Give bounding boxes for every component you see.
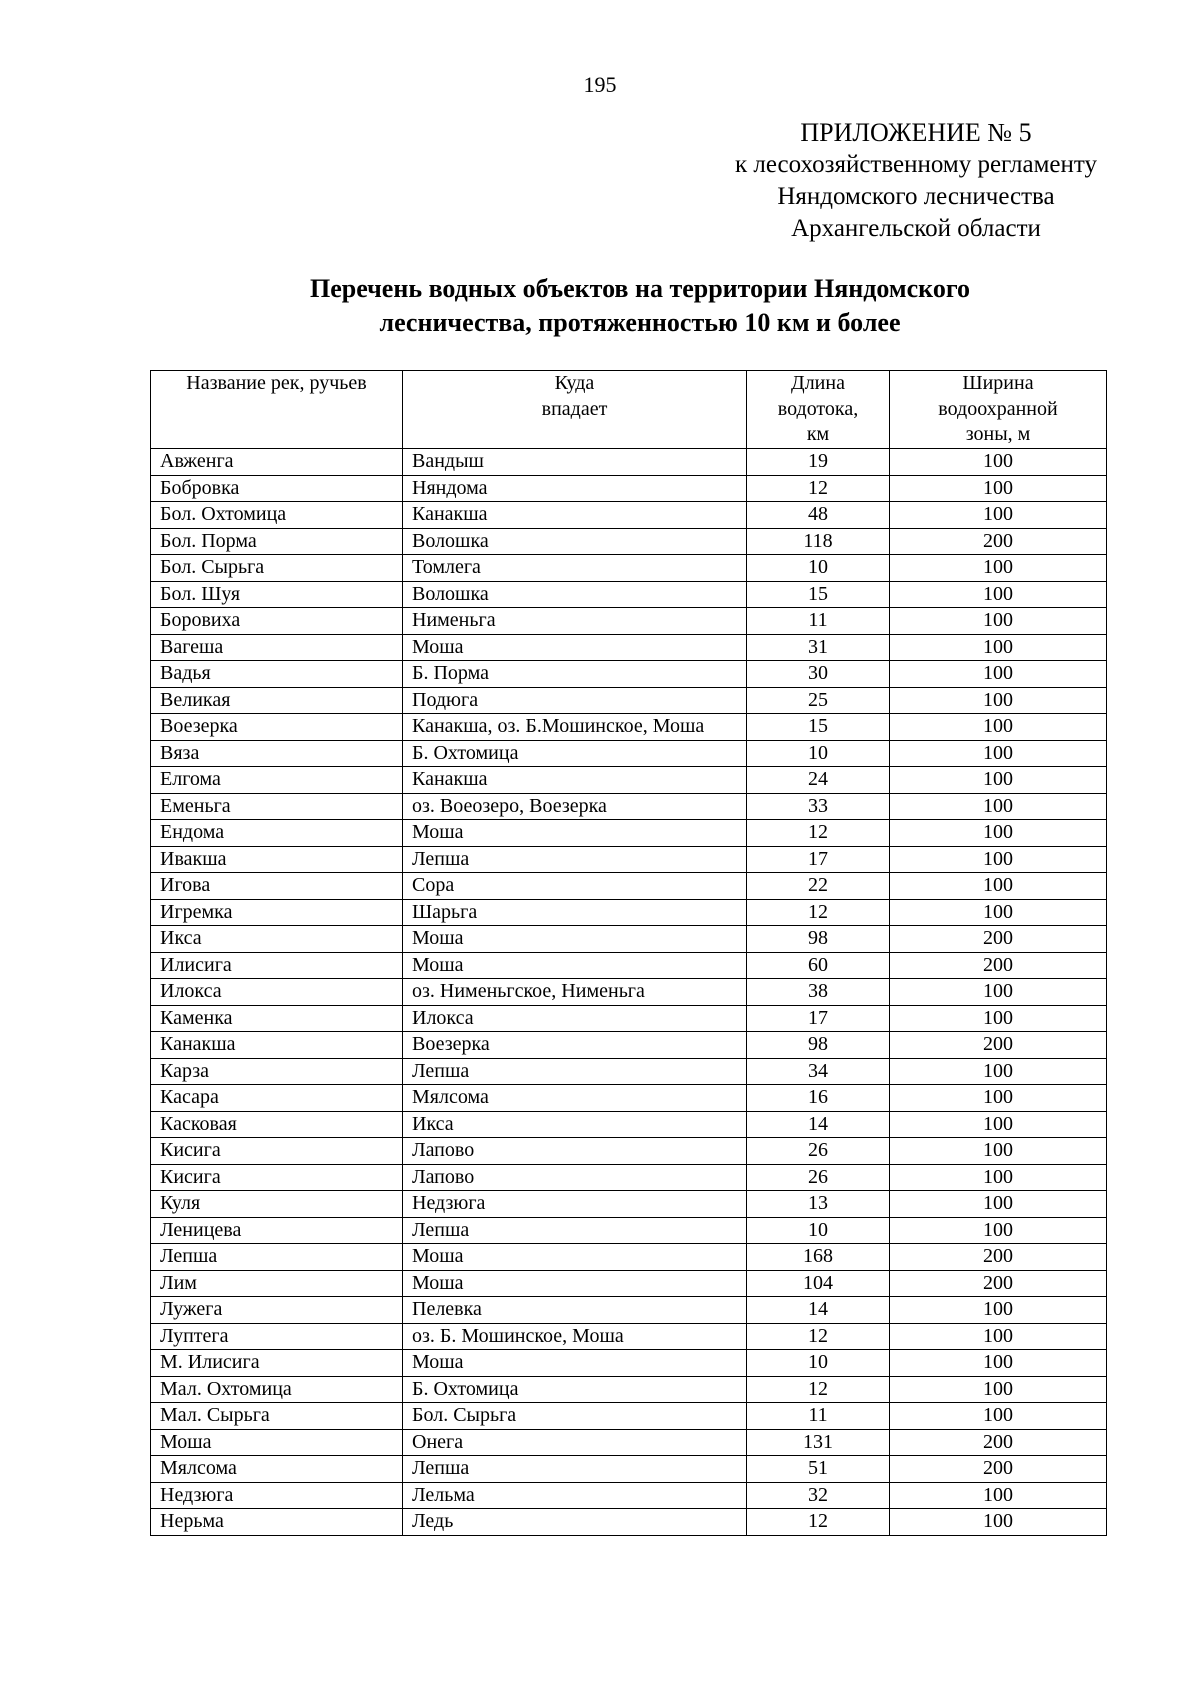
length-cell: 34 (747, 1058, 890, 1085)
flows-into-cell: Моша (403, 952, 747, 979)
zone-width-cell: 100 (890, 1297, 1107, 1324)
table-row (151, 634, 1107, 661)
table-row (151, 608, 1107, 635)
zone-width-cell: 100 (890, 608, 1107, 635)
table-row (151, 952, 1107, 979)
flows-into-cell: Канакша (403, 767, 747, 794)
zone-width-cell: 100 (890, 1058, 1107, 1085)
length-cell: 19 (747, 449, 890, 476)
flows-into-cell: Томлега (403, 555, 747, 582)
document-title (150, 272, 1130, 340)
table-row (151, 793, 1107, 820)
table-row (151, 528, 1107, 555)
flows-into-cell: Илокса (403, 1005, 747, 1032)
table-row (151, 1509, 1107, 1536)
zone-width-cell: 200 (890, 528, 1107, 555)
length-cell: 14 (747, 1297, 890, 1324)
flows-into-cell: Ледь (403, 1509, 747, 1536)
river-name-cell: Карза (151, 1058, 403, 1085)
flows-into-cell: Б. Охтомица (403, 1376, 747, 1403)
river-name-cell: Канакша (151, 1032, 403, 1059)
river-name-cell: Кисига (151, 1138, 403, 1165)
length-cell: 12 (747, 820, 890, 847)
flows-into-cell: Б. Порма (403, 661, 747, 688)
zone-width-cell: 100 (890, 1482, 1107, 1509)
table-row (151, 767, 1107, 794)
table-row (151, 1058, 1107, 1085)
zone-width-cell: 100 (890, 687, 1107, 714)
length-cell: 51 (747, 1456, 890, 1483)
flows-into-cell: Икса (403, 1111, 747, 1138)
table-row (151, 449, 1107, 476)
river-name-cell: Ендома (151, 820, 403, 847)
river-name-cell: Воезерка (151, 714, 403, 741)
flows-into-cell: Шарьга (403, 899, 747, 926)
river-name-cell: Каменка (151, 1005, 403, 1032)
zone-width-cell: 200 (890, 1032, 1107, 1059)
table-row (151, 1244, 1107, 1271)
flows-into-cell: Мялсома (403, 1085, 747, 1112)
table-row (151, 1085, 1107, 1112)
table-row (151, 502, 1107, 529)
river-name-cell: М. Илисига (151, 1350, 403, 1377)
zone-width-cell: 100 (890, 767, 1107, 794)
flows-into-cell: Няндома (403, 475, 747, 502)
zone-width-cell: 100 (890, 846, 1107, 873)
river-name-cell: Бол. Охтомица (151, 502, 403, 529)
zone-width-cell: 100 (890, 1111, 1107, 1138)
zone-width-cell: 100 (890, 714, 1107, 741)
appendix-line-3: Архангельской области (791, 215, 1041, 242)
zone-width-cell: 100 (890, 1005, 1107, 1032)
table-row (151, 899, 1107, 926)
zone-width-cell: 100 (890, 1323, 1107, 1350)
table-row (151, 1350, 1107, 1377)
length-cell: 12 (747, 1376, 890, 1403)
zone-width-cell: 100 (890, 475, 1107, 502)
table-row (151, 581, 1107, 608)
length-cell: 10 (747, 555, 890, 582)
table-body (151, 449, 1107, 1536)
river-name-cell: Нерьма (151, 1509, 403, 1536)
river-name-cell: Лепша (151, 1244, 403, 1271)
flows-into-cell: Нименьга (403, 608, 747, 635)
flows-into-cell: оз. Б. Мошинское, Моша (403, 1323, 747, 1350)
length-cell: 24 (747, 767, 890, 794)
length-cell: 15 (747, 714, 890, 741)
flows-into-cell: Моша (403, 1270, 747, 1297)
length-cell: 12 (747, 475, 890, 502)
table-row (151, 846, 1107, 873)
river-name-cell: Еменьга (151, 793, 403, 820)
zone-width-cell: 100 (890, 1191, 1107, 1218)
table-row (151, 1429, 1107, 1456)
zone-width-cell: 200 (890, 1244, 1107, 1271)
river-name-cell: Касковая (151, 1111, 403, 1138)
table-header-row (151, 371, 1107, 449)
zone-width-cell: 200 (890, 926, 1107, 953)
table-row (151, 1456, 1107, 1483)
table-row (151, 1217, 1107, 1244)
flows-into-cell: Лельма (403, 1482, 747, 1509)
length-cell: 25 (747, 687, 890, 714)
table-row (151, 687, 1107, 714)
length-cell: 12 (747, 1323, 890, 1350)
table-row (151, 555, 1107, 582)
flows-into-cell: Б. Охтомица (403, 740, 747, 767)
length-cell: 33 (747, 793, 890, 820)
length-cell: 26 (747, 1164, 890, 1191)
length-cell: 118 (747, 528, 890, 555)
flows-into-cell: Волошка (403, 528, 747, 555)
length-cell: 10 (747, 740, 890, 767)
river-name-cell: Вадья (151, 661, 403, 688)
table-row (151, 1270, 1107, 1297)
table-row (151, 873, 1107, 900)
length-cell: 10 (747, 1217, 890, 1244)
length-cell: 13 (747, 1191, 890, 1218)
river-name-cell: Вагеша (151, 634, 403, 661)
appendix-block (676, 117, 1156, 245)
flows-into-cell: Канакша (403, 502, 747, 529)
river-name-cell: Куля (151, 1191, 403, 1218)
flows-into-cell: Лепша (403, 1456, 747, 1483)
length-cell: 15 (747, 581, 890, 608)
river-name-cell: Игремка (151, 899, 403, 926)
header-length: Длина водотока, км (747, 371, 890, 449)
zone-width-cell: 100 (890, 1403, 1107, 1430)
length-cell: 168 (747, 1244, 890, 1271)
river-name-cell: Вяза (151, 740, 403, 767)
zone-width-cell: 100 (890, 820, 1107, 847)
page-number: 195 (583, 72, 617, 97)
river-name-cell: Мялсома (151, 1456, 403, 1483)
zone-width-cell: 100 (890, 1217, 1107, 1244)
table-row (151, 1376, 1107, 1403)
length-cell: 17 (747, 846, 890, 873)
zone-width-cell: 100 (890, 581, 1107, 608)
zone-width-cell: 100 (890, 979, 1107, 1006)
river-name-cell: Леницева (151, 1217, 403, 1244)
zone-width-cell: 100 (890, 449, 1107, 476)
flows-into-cell: Лепша (403, 1058, 747, 1085)
table-row (151, 1482, 1107, 1509)
zone-width-cell: 200 (890, 1429, 1107, 1456)
river-name-cell: Игова (151, 873, 403, 900)
table-row (151, 1323, 1107, 1350)
flows-into-cell: Сора (403, 873, 747, 900)
flows-into-cell: Лапово (403, 1138, 747, 1165)
length-cell: 11 (747, 1403, 890, 1430)
flows-into-cell: Лепша (403, 1217, 747, 1244)
flows-into-cell: Пелевка (403, 1297, 747, 1324)
river-name-cell: Недзюга (151, 1482, 403, 1509)
length-cell: 32 (747, 1482, 890, 1509)
zone-width-cell: 100 (890, 1350, 1107, 1377)
river-name-cell: Илокса (151, 979, 403, 1006)
zone-width-cell: 100 (890, 873, 1107, 900)
river-name-cell: Лим (151, 1270, 403, 1297)
length-cell: 38 (747, 979, 890, 1006)
length-cell: 26 (747, 1138, 890, 1165)
header-zone-width: Ширина водоохранной зоны, м (890, 371, 1107, 449)
length-cell: 48 (747, 502, 890, 529)
river-name-cell: Икса (151, 926, 403, 953)
zone-width-cell: 100 (890, 634, 1107, 661)
zone-width-cell: 100 (890, 502, 1107, 529)
table-row (151, 714, 1107, 741)
length-cell: 31 (747, 634, 890, 661)
zone-width-cell: 100 (890, 661, 1107, 688)
length-cell: 104 (747, 1270, 890, 1297)
length-cell: 60 (747, 952, 890, 979)
table-row (151, 1111, 1107, 1138)
length-cell: 11 (747, 608, 890, 635)
length-cell: 16 (747, 1085, 890, 1112)
flows-into-cell: Подюга (403, 687, 747, 714)
flows-into-cell: Моша (403, 926, 747, 953)
length-cell: 98 (747, 1032, 890, 1059)
water-objects-table (150, 370, 1107, 1536)
table-row (151, 1403, 1107, 1430)
river-name-cell: Мал. Охтомица (151, 1376, 403, 1403)
zone-width-cell: 200 (890, 1456, 1107, 1483)
river-name-cell: Бол. Шуя (151, 581, 403, 608)
appendix-line-2: Няндомского лесничества (777, 183, 1055, 210)
river-name-cell: Ивакша (151, 846, 403, 873)
length-cell: 22 (747, 873, 890, 900)
river-name-cell: Кисига (151, 1164, 403, 1191)
flows-into-cell: Волошка (403, 581, 747, 608)
length-cell: 12 (747, 899, 890, 926)
document-title-line-2: лесничества, протяженностью 10 км и более (379, 308, 901, 337)
river-name-cell: Лужега (151, 1297, 403, 1324)
header-flows-into: Куда впадает (403, 371, 747, 449)
flows-into-cell: Моша (403, 820, 747, 847)
zone-width-cell: 100 (890, 1085, 1107, 1112)
river-name-cell: Бол. Сырьга (151, 555, 403, 582)
flows-into-cell: Лапово (403, 1164, 747, 1191)
river-name-cell: Моша (151, 1429, 403, 1456)
zone-width-cell: 100 (890, 1138, 1107, 1165)
header-river-name: Название рек, ручьев (151, 371, 403, 449)
table-row (151, 1032, 1107, 1059)
river-name-cell: Мал. Сырьга (151, 1403, 403, 1430)
table-row (151, 1191, 1107, 1218)
river-name-cell: Боровиха (151, 608, 403, 635)
table-row (151, 820, 1107, 847)
appendix-line-1: к лесохозяйственному регламенту (734, 151, 1098, 178)
flows-into-cell: Моша (403, 1350, 747, 1377)
table-row (151, 740, 1107, 767)
river-name-cell: Луптега (151, 1323, 403, 1350)
flows-into-cell: Онега (403, 1429, 747, 1456)
river-name-cell: Касара (151, 1085, 403, 1112)
length-cell: 30 (747, 661, 890, 688)
table-row (151, 1005, 1107, 1032)
river-name-cell: Авженга (151, 449, 403, 476)
zone-width-cell: 200 (890, 952, 1107, 979)
zone-width-cell: 100 (890, 899, 1107, 926)
table-header (151, 371, 1107, 449)
zone-width-cell: 100 (890, 1164, 1107, 1191)
flows-into-cell: Недзюга (403, 1191, 747, 1218)
zone-width-cell: 100 (890, 1509, 1107, 1536)
river-name-cell: Илисига (151, 952, 403, 979)
length-cell: 14 (747, 1111, 890, 1138)
river-name-cell: Бол. Порма (151, 528, 403, 555)
flows-into-cell: Моша (403, 1244, 747, 1271)
flows-into-cell: Моша (403, 634, 747, 661)
flows-into-cell: Вандыш (403, 449, 747, 476)
length-cell: 10 (747, 1350, 890, 1377)
zone-width-cell: 100 (890, 740, 1107, 767)
table-row (151, 661, 1107, 688)
river-name-cell: Великая (151, 687, 403, 714)
flows-into-cell: оз. Воеозеро, Воезерка (403, 793, 747, 820)
table-row (151, 1164, 1107, 1191)
length-cell: 131 (747, 1429, 890, 1456)
zone-width-cell: 100 (890, 555, 1107, 582)
table-row (151, 1138, 1107, 1165)
length-cell: 98 (747, 926, 890, 953)
length-cell: 12 (747, 1509, 890, 1536)
flows-into-cell: Лепша (403, 846, 747, 873)
flows-into-cell: Воезерка (403, 1032, 747, 1059)
document-title-line-1: Перечень водных объектов на территории Няндомского (310, 274, 970, 303)
table-row (151, 1297, 1107, 1324)
length-cell: 17 (747, 1005, 890, 1032)
table-row (151, 926, 1107, 953)
zone-width-cell: 200 (890, 1270, 1107, 1297)
river-name-cell: Елгома (151, 767, 403, 794)
appendix-title: ПРИЛОЖЕНИЕ № 5 (800, 118, 1032, 147)
flows-into-cell: Канакша, оз. Б.Мошинское, Моша (403, 714, 747, 741)
zone-width-cell: 100 (890, 793, 1107, 820)
table-row (151, 475, 1107, 502)
flows-into-cell: Бол. Сырьга (403, 1403, 747, 1430)
zone-width-cell: 100 (890, 1376, 1107, 1403)
table-row (151, 979, 1107, 1006)
river-name-cell: Бобровка (151, 475, 403, 502)
flows-into-cell: оз. Нименьгское, Нименьга (403, 979, 747, 1006)
